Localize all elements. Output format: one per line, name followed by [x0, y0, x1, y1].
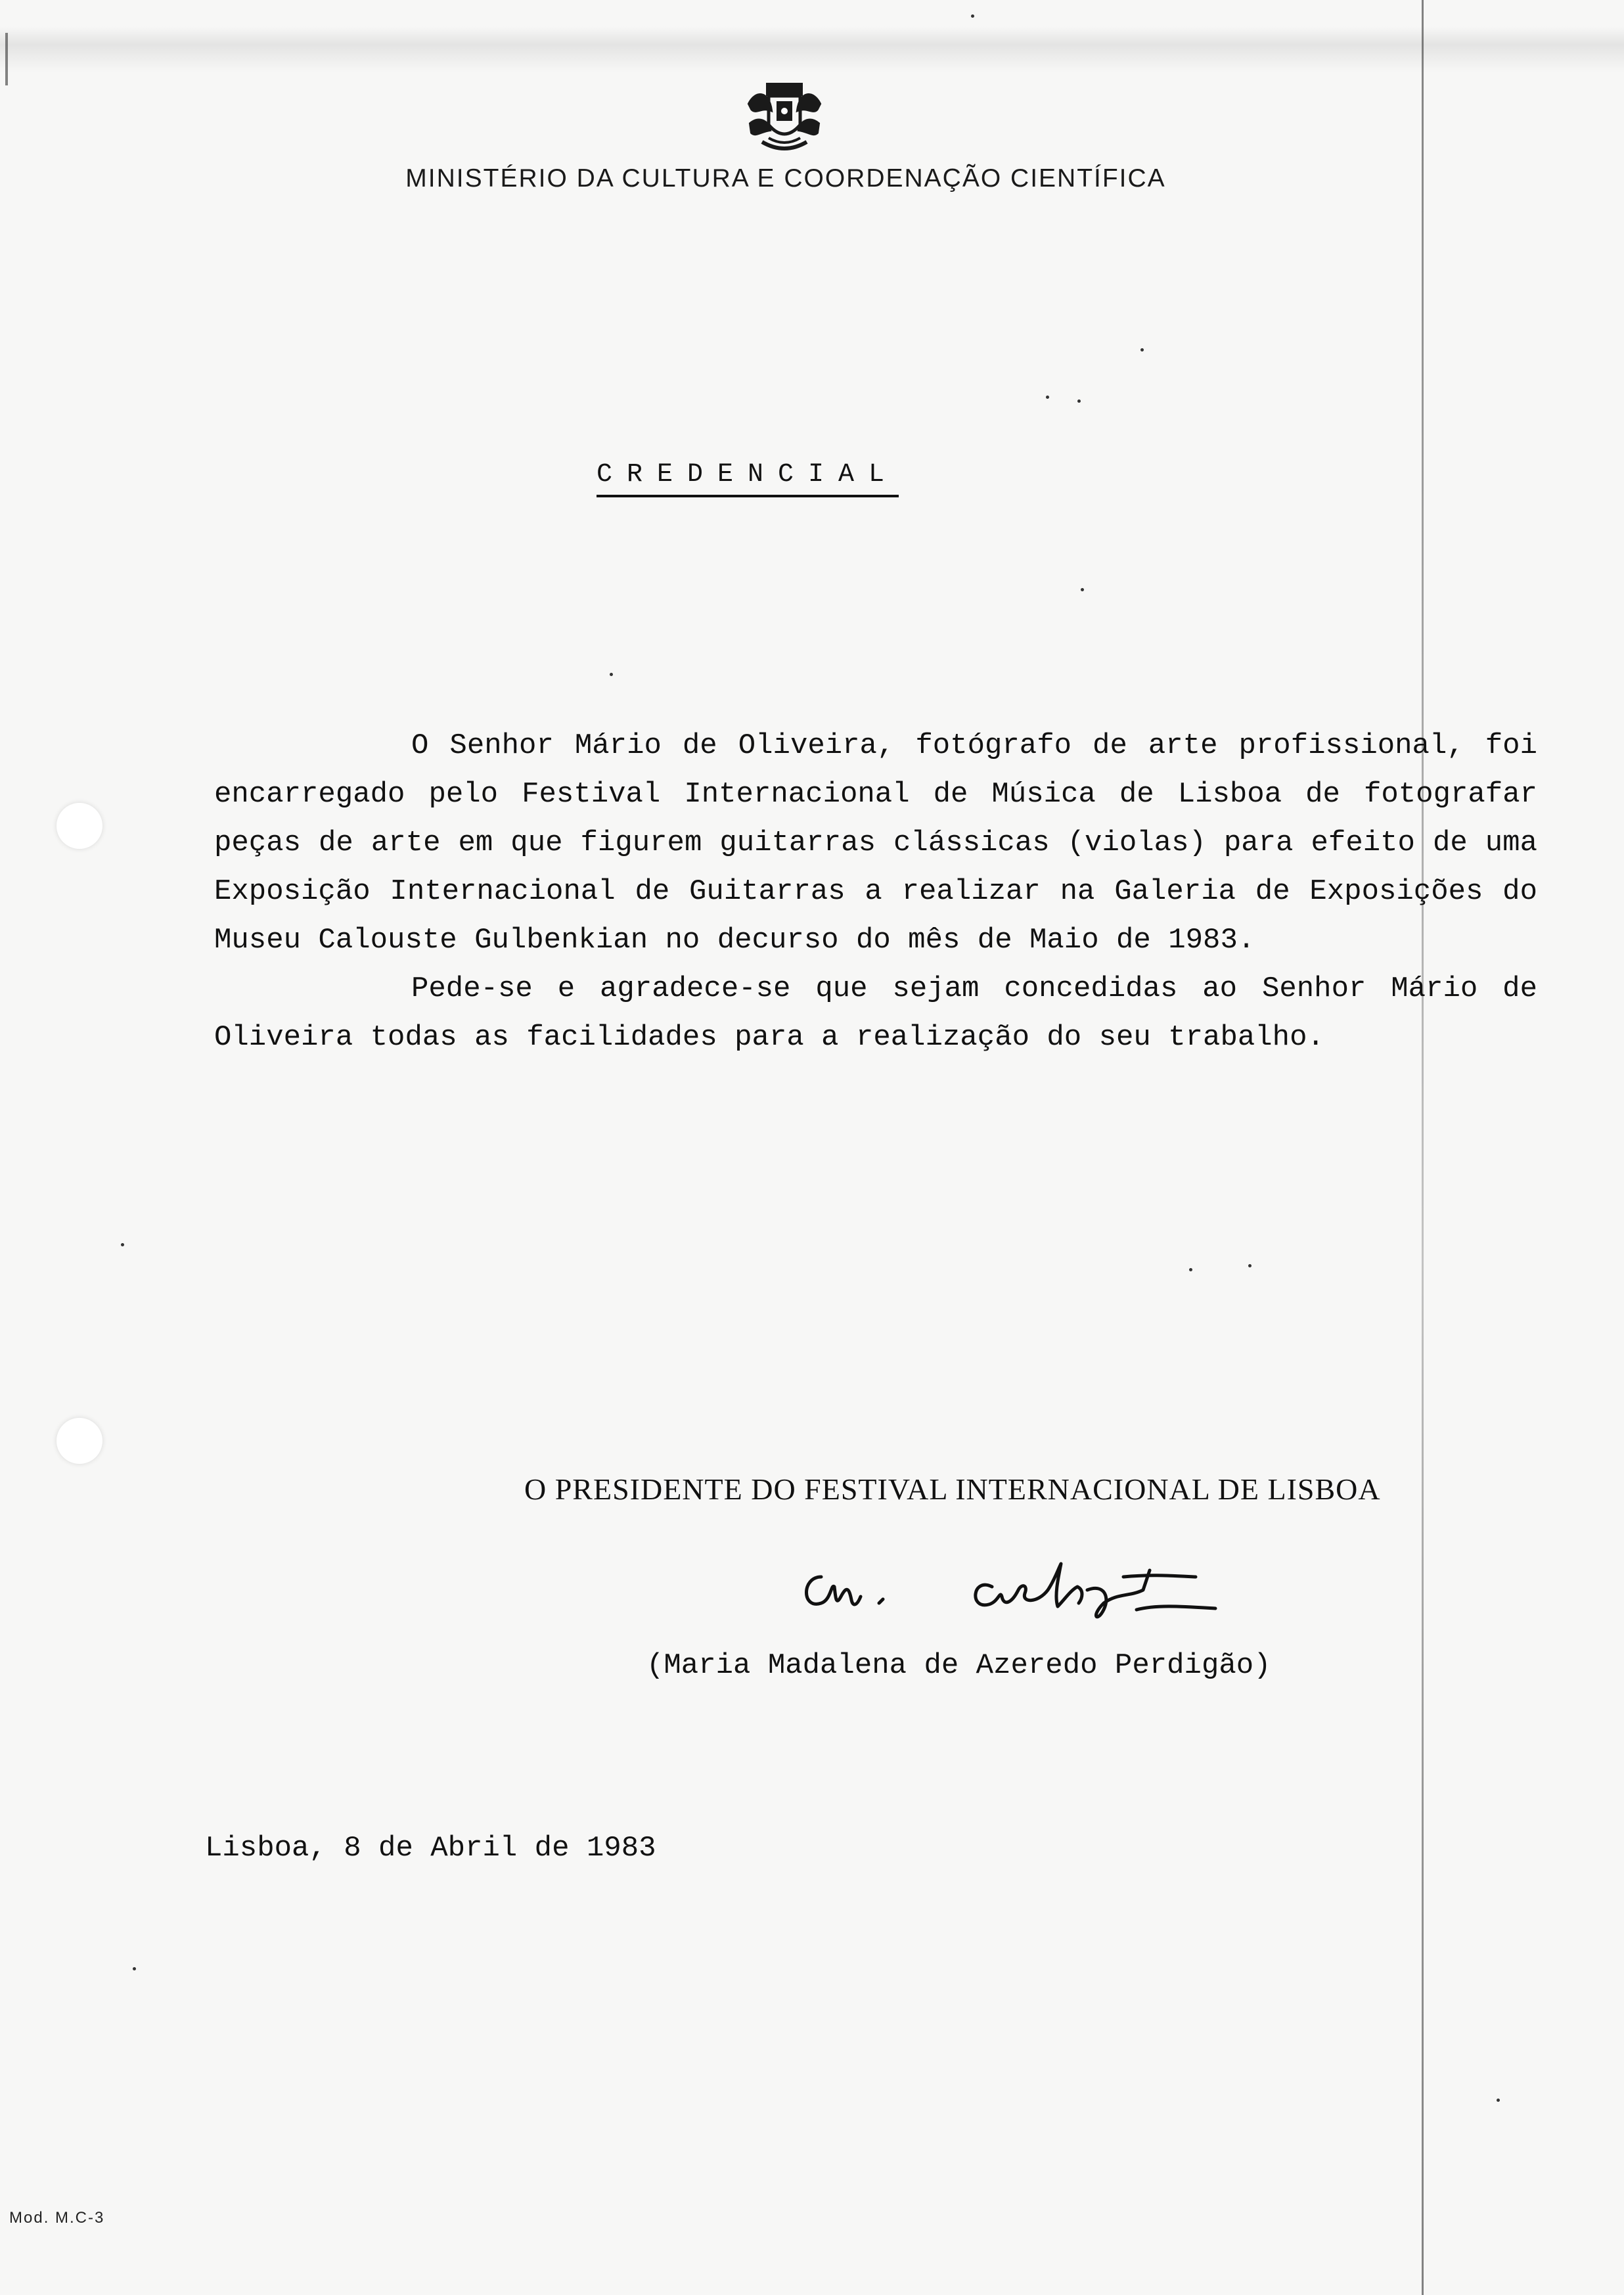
signatory-name: (Maria Madalena de Azeredo Perdigão): [646, 1649, 1271, 1682]
punch-hole-top: [56, 803, 102, 849]
body-paragraph-1: O Senhor Mário de Oliveira, fotógrafo de arte profissional, foi encarregado pelo Festival Internacional de Música de Lisboa de fotografar peças de arte em que figurem guitarras clássicas (violas) para efeito de uma Exposição Internacional de Guitarras a realizar na Galeria de Exposições do Museu Calouste Gulbenkian no decurso do mês de Maio de 1983.: [214, 729, 1537, 957]
speck: [1077, 399, 1081, 403]
speck: [133, 1967, 136, 1970]
scan-edge-line: [1422, 0, 1424, 2295]
scan-artifact-band: [0, 26, 1624, 72]
speck: [1046, 396, 1049, 399]
body-paragraph-2: Pede-se e agradece-se que sejam concedidas ao Senhor Mário de Oliveira todas as facilidades para a realização do seu trabalho.: [214, 972, 1537, 1054]
punch-hole-bottom: [56, 1418, 102, 1464]
document-title: CREDENCIAL: [597, 460, 899, 497]
speck: [610, 673, 613, 676]
form-code: Mod. M.C-3: [9, 2209, 105, 2227]
document-body: [214, 721, 1537, 1062]
signatory-title: O PRESIDENTE DO FESTIVAL INTERNACIONAL DE LISBOA: [524, 1472, 1381, 1506]
speck: [1140, 348, 1144, 352]
scan-left-edge: [5, 33, 8, 85]
speck: [1497, 2099, 1500, 2102]
speck: [971, 14, 974, 18]
speck: [1189, 1268, 1192, 1271]
coat-of-arms-icon: [742, 78, 826, 155]
ministry-header: MINISTÉRIO DA CULTURA E COORDENAÇÃO CIENTÍFICA: [405, 164, 1166, 193]
speck: [1081, 588, 1084, 591]
handwritten-signature: [795, 1551, 1242, 1629]
place-and-date: Lisboa, 8 de Abril de 1983: [205, 1832, 656, 1865]
speck: [121, 1243, 124, 1246]
speck: [1248, 1264, 1252, 1267]
